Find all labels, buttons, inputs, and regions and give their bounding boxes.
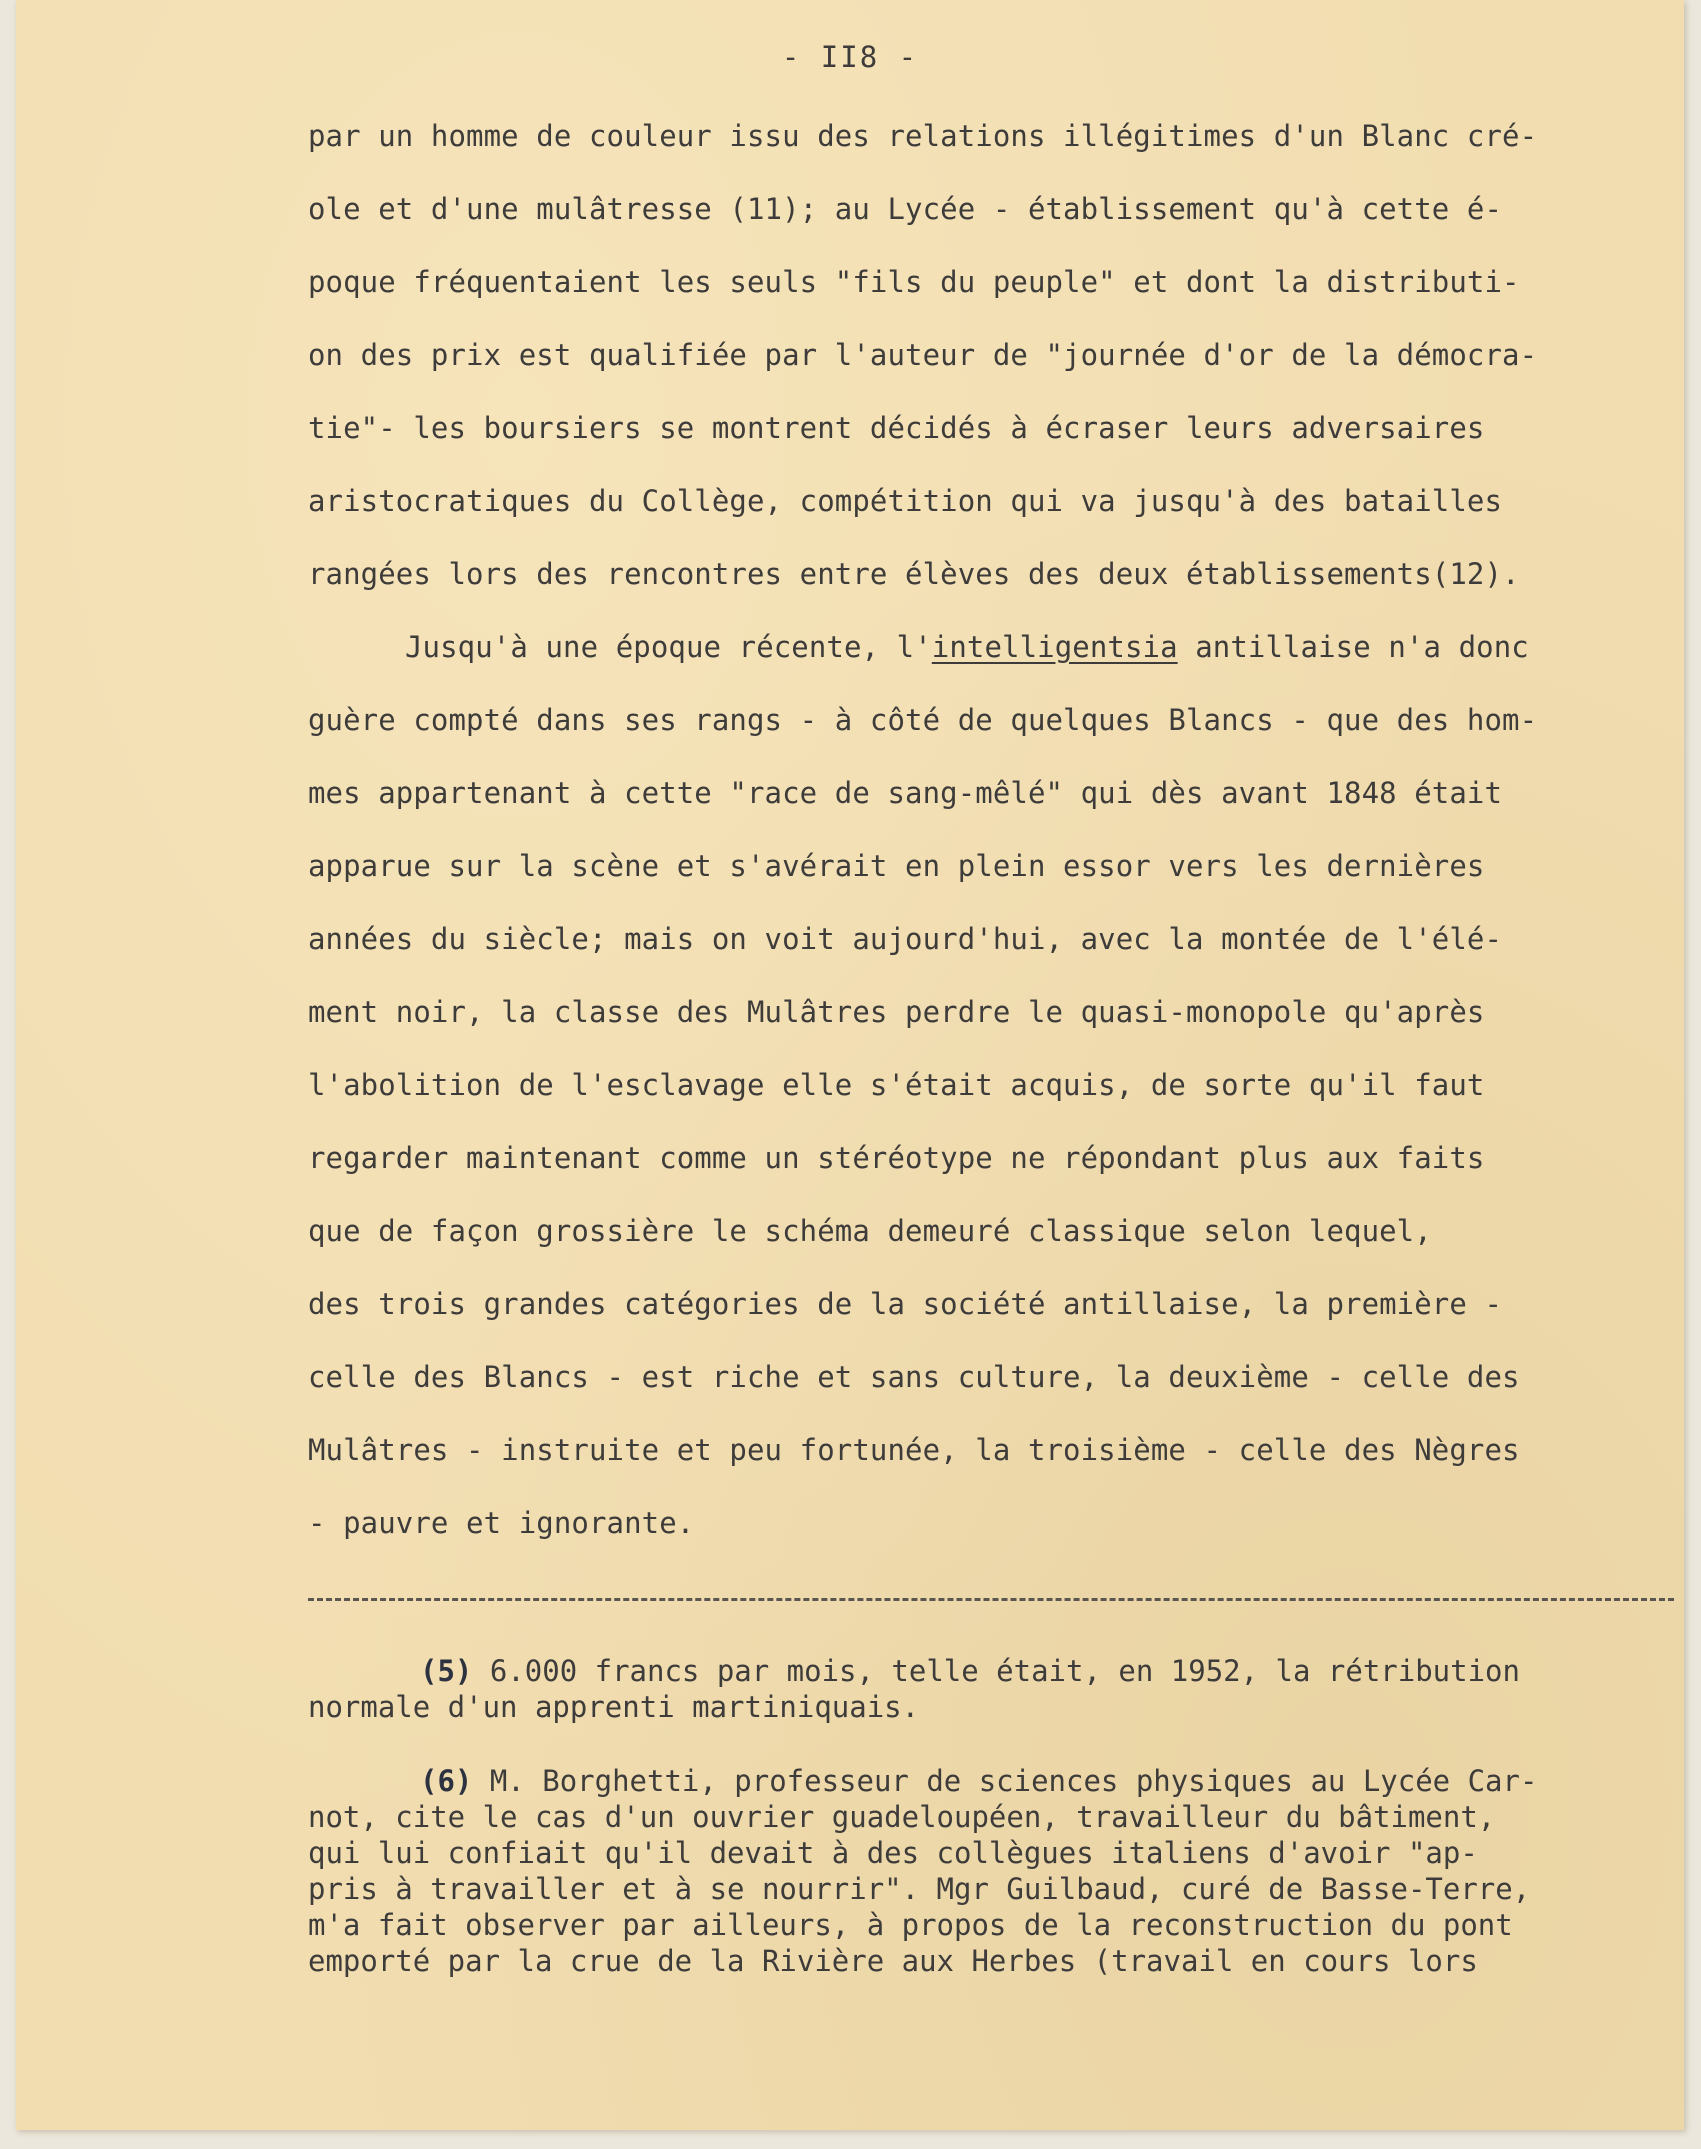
body-line-8-end: antillaise n'a donc <box>1177 630 1529 664</box>
page-number: - II8 - <box>781 40 919 74</box>
footnote-6-marker: (6) <box>420 1764 473 1798</box>
footnote-5-first-line <box>420 1653 1520 1689</box>
body-line-13: ment noir, la classe des Mulâtres perdre le quasi-monopole qu'après <box>308 995 1485 1029</box>
body-line-1: par un homme de couleur issu des relations illégitimes d'un Blanc cré- <box>308 119 1538 153</box>
body-line-16: que de façon grossière le schéma demeuré classique selon lequel, <box>308 1214 1432 1248</box>
body-line-20: - pauvre et ignorante. <box>308 1506 695 1540</box>
body-line-19: Mulâtres - instruite et peu fortunée, la troisième - celle des Nègres <box>308 1433 1520 1467</box>
body-line-15: regarder maintenant comme un stéréotype ne répondant plus aux faits <box>308 1141 1485 1175</box>
footnote-separator <box>308 1598 1674 1601</box>
body-line-10: mes appartenant à cette "race de sang-mêlé" qui dès avant 1848 était <box>308 776 1503 810</box>
body-line-7: rangées lors des rencontres entre élèves des deux établissements(12). <box>308 557 1520 591</box>
body-line-8-start: Jusqu'à une époque récente, l' <box>405 630 932 664</box>
footnote-6-line-6: emporté par la crue de la Rivière aux Herbes (travail en cours lors <box>308 1944 1478 1978</box>
body-line-2: ole et d'une mulâtresse (11); au Lycée - établissement qu'à cette é- <box>308 192 1503 226</box>
body-line-6: aristocratiques du Collège, compétition qui va jusqu'à des batailles <box>308 484 1503 518</box>
footnote-6-line-4: pris à travailler et à se nourrir". Mgr Guilbaud, curé de Basse-Terre, <box>308 1872 1531 1906</box>
body-line-12: années du siècle; mais on voit aujourd'hui, avec la montée de l'élé- <box>308 922 1503 956</box>
body-line-14: l'abolition de l'esclavage elle s'était acquis, de sorte qu'il faut <box>308 1068 1485 1102</box>
typewritten-page <box>16 0 1684 2130</box>
footnote-5-line-2: normale d'un apprenti martiniquais. <box>308 1690 920 1724</box>
body-line-9: guère compté dans ses rangs - à côté de quelques Blancs - que des hom- <box>308 703 1538 737</box>
footnote-6-line-3: qui lui confiait qu'il devait à des collègues italiens d'avoir "ap- <box>308 1836 1478 1870</box>
body-line-18: celle des Blancs - est riche et sans culture, la deuxième - celle des <box>308 1360 1520 1394</box>
footnote-6-line-2: not, cite le cas d'un ouvrier guadeloupéen, travailleur du bâtiment, <box>308 1800 1496 1834</box>
body-line-3: poque fréquentaient les seuls "fils du peuple" et dont la distributi- <box>308 265 1520 299</box>
footnote-5-marker: (5) <box>420 1654 473 1688</box>
footnote-6-first-line <box>420 1763 1537 1799</box>
body-line-11: apparue sur la scène et s'avérait en plein essor vers les dernières <box>308 849 1485 883</box>
body-line-4: on des prix est qualifiée par l'auteur de "journée d'or de la démocra- <box>308 338 1538 372</box>
underlined-term: intelligentsia <box>931 630 1178 664</box>
footnote-5-line-1: 6.000 francs par mois, telle était, en 1952, la rétribution <box>472 1654 1520 1688</box>
body-line-5: tie"- les boursiers se montrent décidés à écraser leurs adversaires <box>308 411 1485 445</box>
body-line-17: des trois grandes catégories de la société antillaise, la première - <box>308 1287 1503 1321</box>
footnote-6-line-1: M. Borghetti, professeur de sciences physiques au Lycée Car- <box>472 1764 1538 1798</box>
footnote-6-line-5: m'a fait observer par ailleurs, à propos de la reconstruction du pont <box>308 1908 1513 1942</box>
paragraph-2-first-line <box>405 627 1529 667</box>
